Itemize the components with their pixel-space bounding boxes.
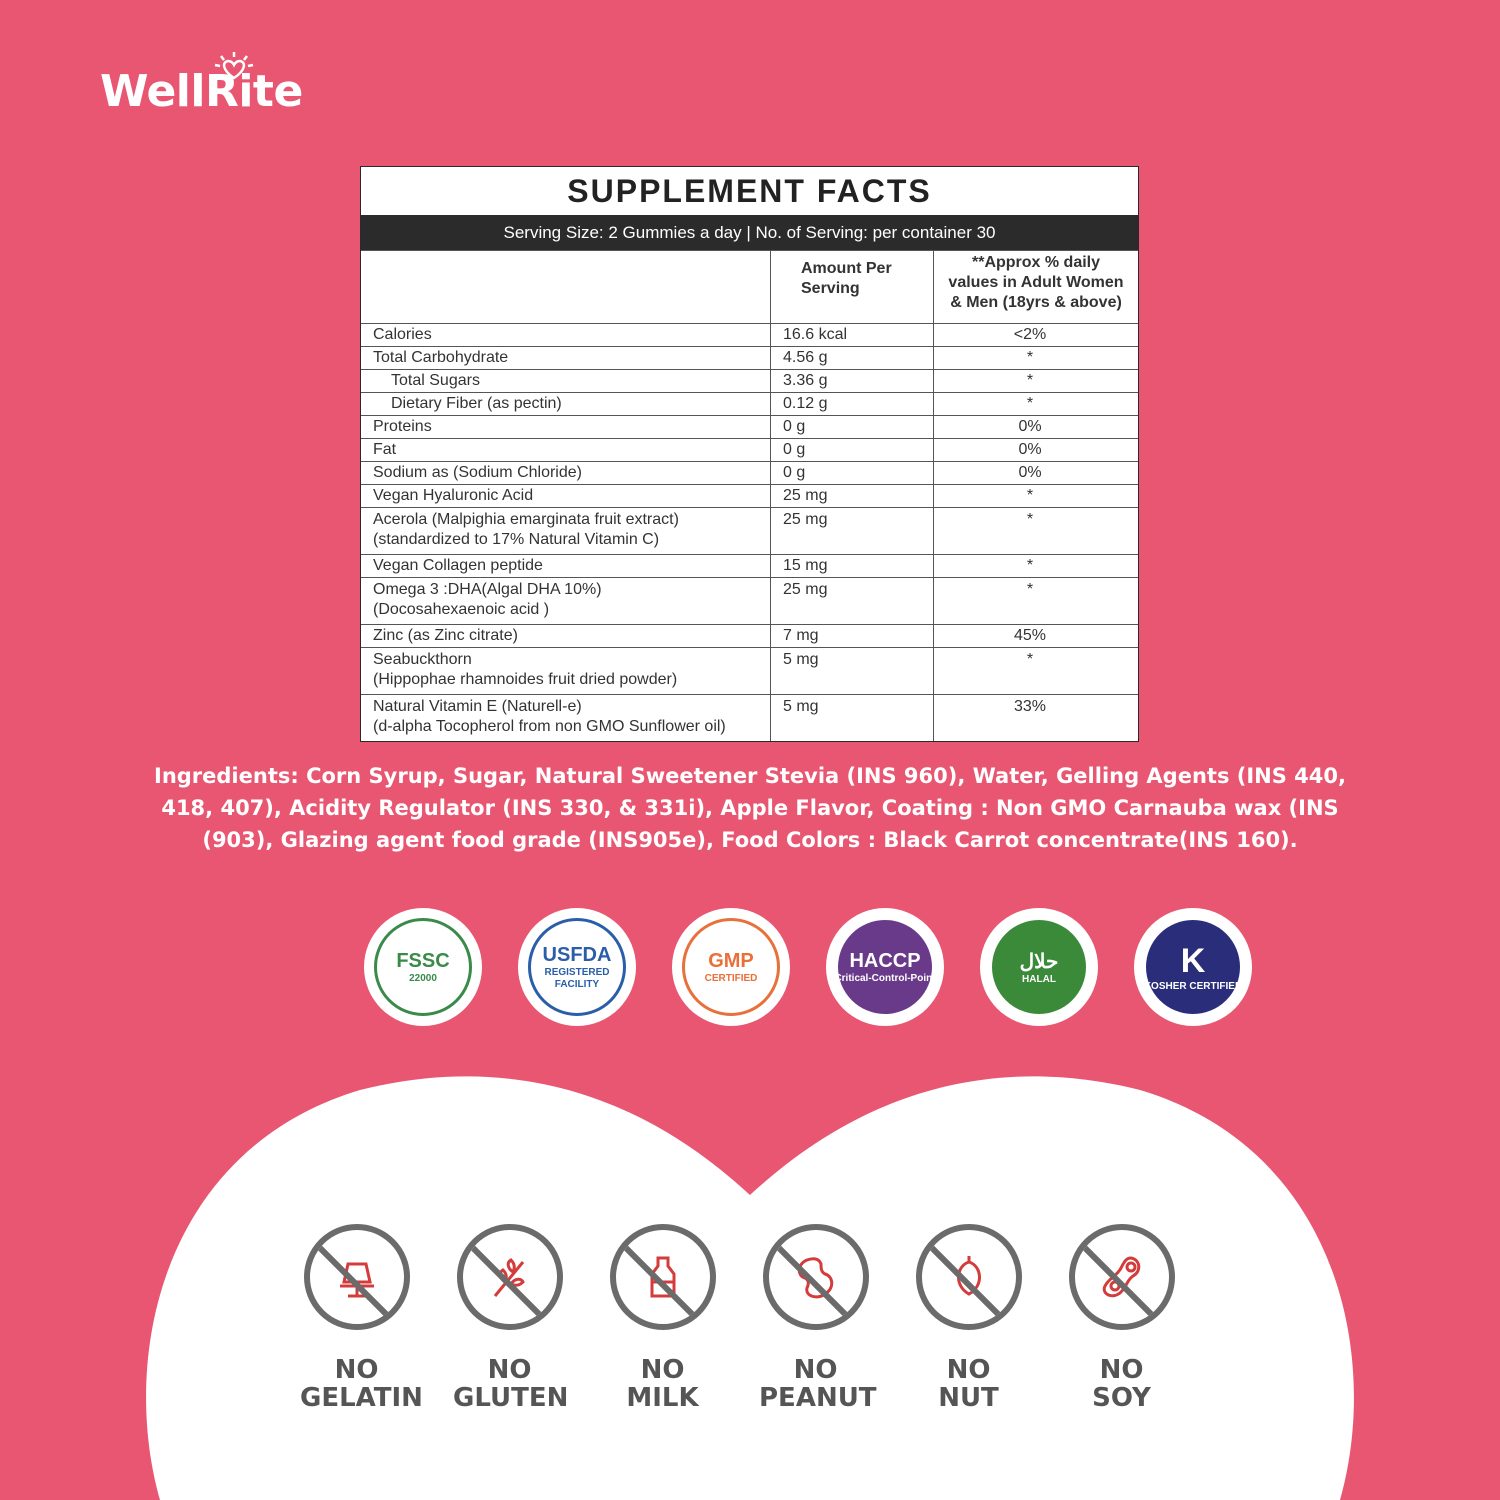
table-row: Seabuckthorn (Hippophae rhamnoides fruit dried powder) 5 mg * bbox=[361, 648, 1138, 695]
jelly-icon bbox=[304, 1224, 410, 1330]
facts-header-row bbox=[361, 251, 1138, 324]
table-row: Calories 16.6 kcal <2% bbox=[361, 324, 1138, 347]
table-row: Omega 3 :DHA(Algal DHA 10%) (Docosahexaenoic acid ) 25 mg * bbox=[361, 578, 1138, 625]
brand-logo: WellRite bbox=[100, 66, 303, 117]
table-row: Vegan Hyaluronic Acid 25 mg * bbox=[361, 485, 1138, 508]
table-row: Fat 0 g 0% bbox=[361, 439, 1138, 462]
soybean-icon bbox=[1069, 1224, 1175, 1330]
heart-sun-icon bbox=[212, 52, 256, 82]
free-from-icons bbox=[300, 1224, 1178, 1412]
ingredients-text: Ingredients: Corn Syrup, Sugar, Natural Sweetener Stevia (INS 960), Water, Gelling Agents (INS 440, 418, 407), Acidity Regulator (INS 330, & 331i), Apple Flavor, Coating : Non GMO Carnauba wax (INS (903), Glazing agent food grade (INS905e), Food Colors : Black Carrot concentrate(INS 160). bbox=[154, 764, 1346, 852]
table-row: Total Sugars 3.36 g * bbox=[361, 370, 1138, 393]
usfda-badge: USFDA REGISTERED FACILITY bbox=[522, 912, 632, 1022]
facts-title: SUPPLEMENT FACTS bbox=[567, 173, 932, 209]
no-milk: NO MILK bbox=[606, 1224, 719, 1412]
gmp-badge: GMP CERTIFIED bbox=[676, 912, 786, 1022]
serving-info: Serving Size: 2 Gummies a day | No. of Serving: per container 30 bbox=[361, 215, 1138, 250]
nut-icon bbox=[916, 1224, 1022, 1330]
supplement-facts-panel bbox=[360, 166, 1139, 742]
no-peanut: NO PEANUT bbox=[759, 1224, 872, 1412]
halal-badge: حلال HALAL bbox=[984, 912, 1094, 1022]
no-gelatin: NO GELATIN bbox=[300, 1224, 413, 1412]
table-row: Acerola (Malpighia emarginata fruit extract) (standardized to 17% Natural Vitamin C) 25 mg * bbox=[361, 508, 1138, 555]
amount-header: Amount Per Serving bbox=[771, 251, 934, 324]
no-gluten: NO GLUTEN bbox=[453, 1224, 566, 1412]
fssc-badge: FSSC 22000 bbox=[368, 912, 478, 1022]
table-row: Dietary Fiber (as pectin) 0.12 g * bbox=[361, 393, 1138, 416]
daily-value-header: **Approx % daily values in Adult Women & Men (18yrs & above) bbox=[934, 251, 1139, 324]
facts-table bbox=[361, 250, 1138, 741]
table-row: Natural Vitamin E (Naturell-e) (d-alpha Tocopherol from non GMO Sunflower oil) 5 mg 33% bbox=[361, 695, 1138, 742]
peanut-icon bbox=[763, 1224, 869, 1330]
wheat-icon bbox=[457, 1224, 563, 1330]
certification-badges bbox=[368, 912, 1248, 1022]
table-row: Sodium as (Sodium Chloride) 0 g 0% bbox=[361, 462, 1138, 485]
no-nut: NO NUT bbox=[912, 1224, 1025, 1412]
table-row: Proteins 0 g 0% bbox=[361, 416, 1138, 439]
table-row: Zinc (as Zinc citrate) 7 mg 45% bbox=[361, 625, 1138, 648]
no-soy: NO SOY bbox=[1065, 1224, 1178, 1412]
kosher-badge: K KOSHER CERTIFIED bbox=[1138, 912, 1248, 1022]
milk-bottle-icon bbox=[610, 1224, 716, 1330]
haccp-badge: HACCP Critical-Control-Point bbox=[830, 912, 940, 1022]
table-row: Total Carbohydrate 4.56 g * bbox=[361, 347, 1138, 370]
table-row: Vegan Collagen peptide 15 mg * bbox=[361, 555, 1138, 578]
